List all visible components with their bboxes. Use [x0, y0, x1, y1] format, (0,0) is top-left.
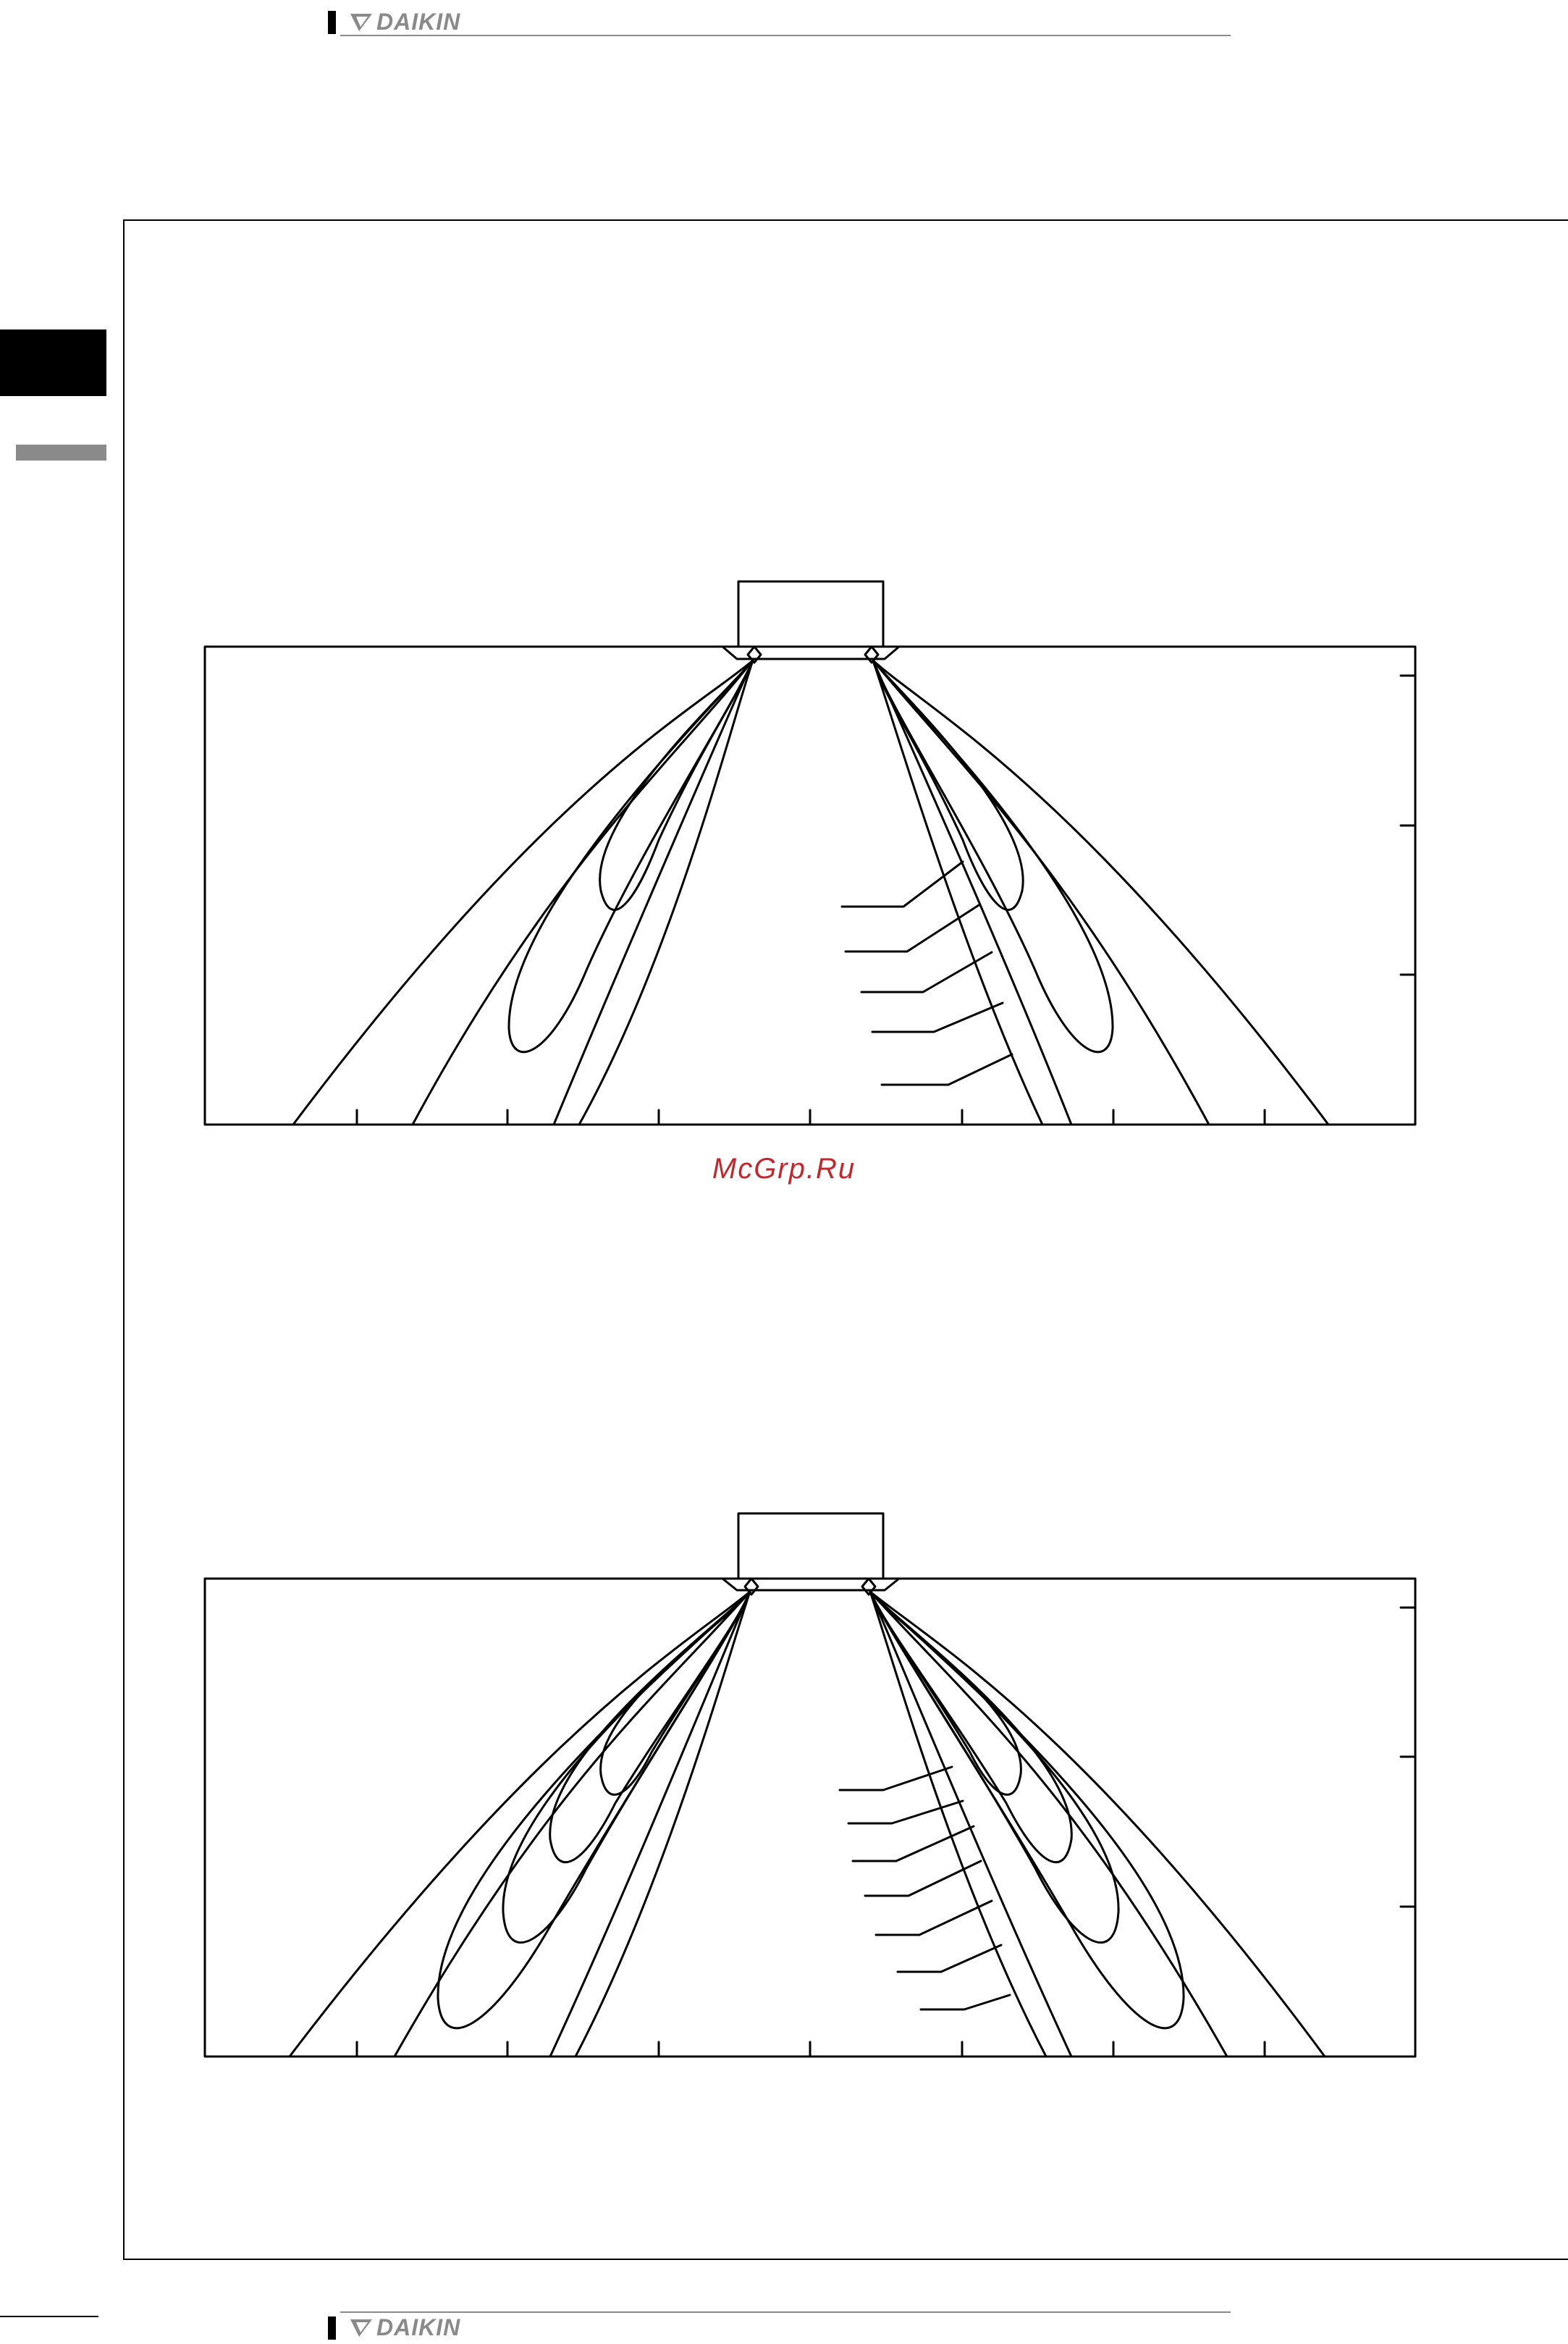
velocity-contour-right: [870, 1592, 1227, 2057]
velocity-contour-right: [870, 1592, 1325, 2057]
room-frame: [205, 647, 1415, 1125]
velocity-contour-left: [509, 660, 753, 1052]
velocity-contour-left: [550, 1592, 750, 2057]
daikin-triangle-logo-icon: [349, 2318, 374, 2338]
leader-line: [872, 1003, 1003, 1032]
velocity-contour-left: [395, 1592, 750, 2057]
indoor-unit-body: [738, 1513, 883, 1579]
velocity-contour-left: [438, 1592, 750, 2028]
leader-line: [861, 952, 992, 992]
velocity-contour-right: [873, 660, 1042, 1125]
velocity-contour-right: [870, 1592, 1021, 1794]
velocity-contour-right: [873, 660, 1113, 1052]
leader-line: [853, 1826, 974, 1861]
velocity-contour-right: [873, 660, 1071, 1125]
leader-line: [840, 1767, 952, 1790]
air-distribution-diagram-top: [205, 581, 1415, 1125]
velocity-contour-right: [873, 660, 1328, 1125]
footer-logo: [328, 2314, 460, 2341]
leader-line: [842, 862, 963, 907]
footer-logo-bar: [328, 2316, 336, 2340]
velocity-contour-left: [600, 660, 753, 910]
leader-line: [921, 1995, 1010, 2009]
velocity-contour-right: [870, 1592, 1046, 2057]
velocity-contour-left: [601, 1592, 750, 1794]
right-outlet-louver: [865, 647, 878, 663]
leader-line: [882, 1054, 1012, 1085]
footer-brand: [349, 2314, 460, 2341]
air-distribution-diagram-bottom: [205, 1513, 1415, 2057]
leader-line: [846, 905, 979, 952]
velocity-contour-left: [554, 660, 753, 1125]
velocity-contour-left: [550, 1592, 750, 1862]
footer-rule: [340, 2311, 1231, 2313]
leader-line: [898, 1945, 1001, 1972]
left-outlet-louver: [748, 647, 761, 663]
watermark-text: McGrp.Ru: [712, 1153, 856, 1185]
indoor-unit-body: [738, 581, 883, 647]
velocity-contour-left: [293, 660, 753, 1125]
leader-line: [876, 1901, 992, 1935]
velocity-contour-right: [870, 1592, 1071, 2057]
footer-left-rule: [0, 2316, 98, 2317]
velocity-contour-left: [576, 1592, 750, 2057]
footer-brand-text: DAIKIN: [376, 2314, 461, 2340]
right-outlet-louver: [862, 1579, 875, 1595]
left-outlet-louver: [745, 1579, 758, 1595]
velocity-contour-left: [579, 660, 753, 1125]
room-frame: [205, 1579, 1415, 2057]
velocity-contour-right: [870, 1592, 1184, 2028]
header-brand-text: DAIKIN: [376, 9, 461, 35]
